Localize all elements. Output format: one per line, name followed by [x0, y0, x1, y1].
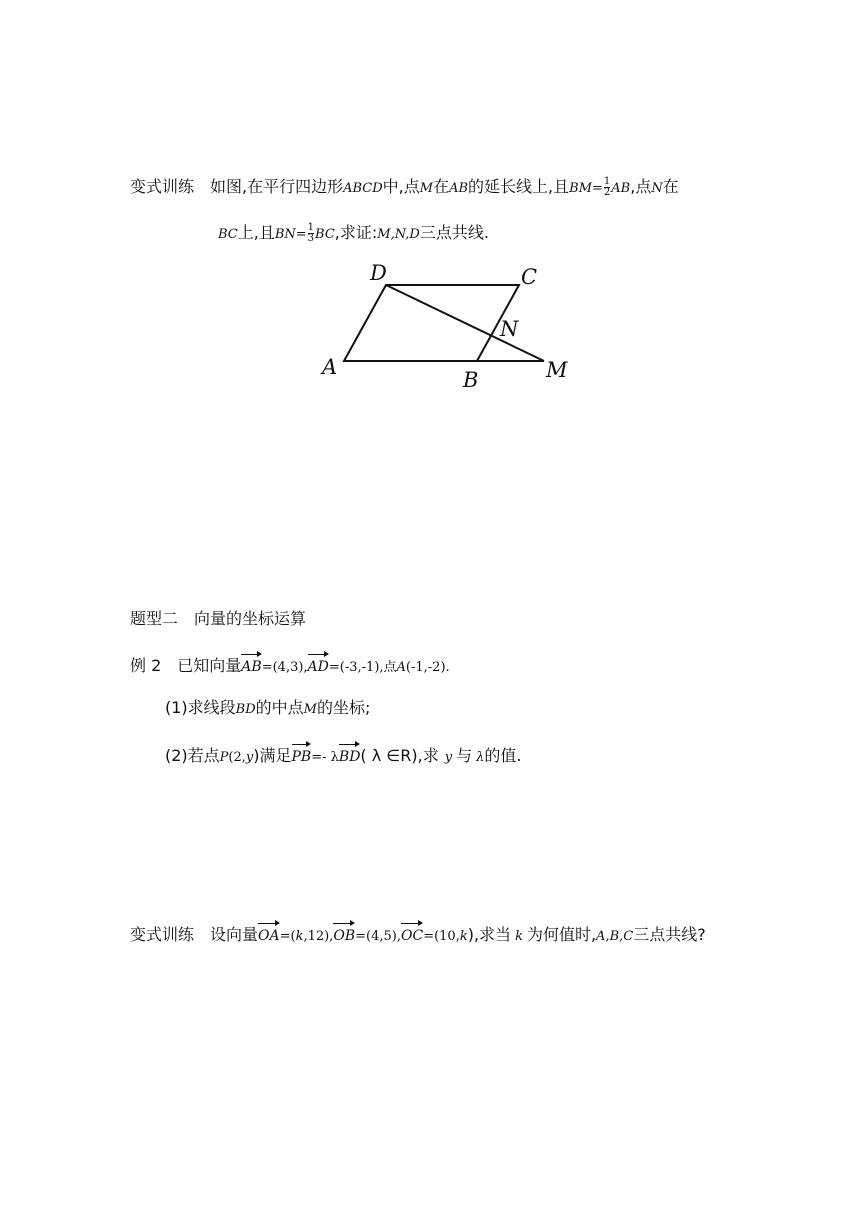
fraction-one-third: $\frac{1}{3}$	[307, 222, 315, 244]
example-label: 例 2	[130, 656, 162, 675]
example2-line: 例 2 已知向量AB=(4,3),AD=(-3,-1),点A(-1,-2).	[130, 651, 450, 679]
segment-DM	[386, 285, 544, 361]
example2-question1: (1)求线段BD的中点M的坐标;	[165, 698, 371, 717]
exercise1-line1: 变式训练 如图,在平行四边形ABCD中,点M在AB的延长线上,且BM= $\frac{1}{2}$ AB,点N在	[130, 176, 679, 198]
section-title: 题型二 向量的坐标运算	[130, 609, 307, 628]
fraction-one-half: $\frac{1}{2}$	[603, 176, 611, 198]
parallelogram-ABCD	[344, 285, 519, 361]
exercise-heading: 变式训练	[130, 925, 195, 944]
vector-OC: OC	[401, 920, 423, 947]
label-B: B	[463, 368, 479, 392]
exercise2-line: 变式训练 设向量OA=(k,12),OB=(4,5),OC=(10,k),求当 k 为何值时,A,B,C三点共线?	[130, 920, 706, 948]
label-M: M	[546, 358, 568, 382]
exercise1-line2: BC上,且BN= $\frac{1}{3}$ BC,求证:M,N,D三点共线.	[218, 222, 489, 244]
vector-OB: OB	[333, 920, 355, 947]
vector-PB: PB	[292, 741, 312, 768]
vector-BD: BD	[339, 741, 361, 768]
label-D: D	[370, 261, 387, 285]
exercise-heading: 变式训练	[130, 177, 195, 196]
label-A: A	[322, 355, 338, 379]
label-C: C	[521, 265, 538, 289]
vector-AD: AD	[308, 651, 329, 678]
vector-OA: OA	[258, 920, 280, 947]
example2-question2: (2)若点P(2,y)满足PB=- λBD( λ ∈R),求 y 与 λ的值.	[165, 741, 521, 769]
label-N: N	[500, 317, 519, 341]
vector-AB: AB	[241, 651, 261, 678]
